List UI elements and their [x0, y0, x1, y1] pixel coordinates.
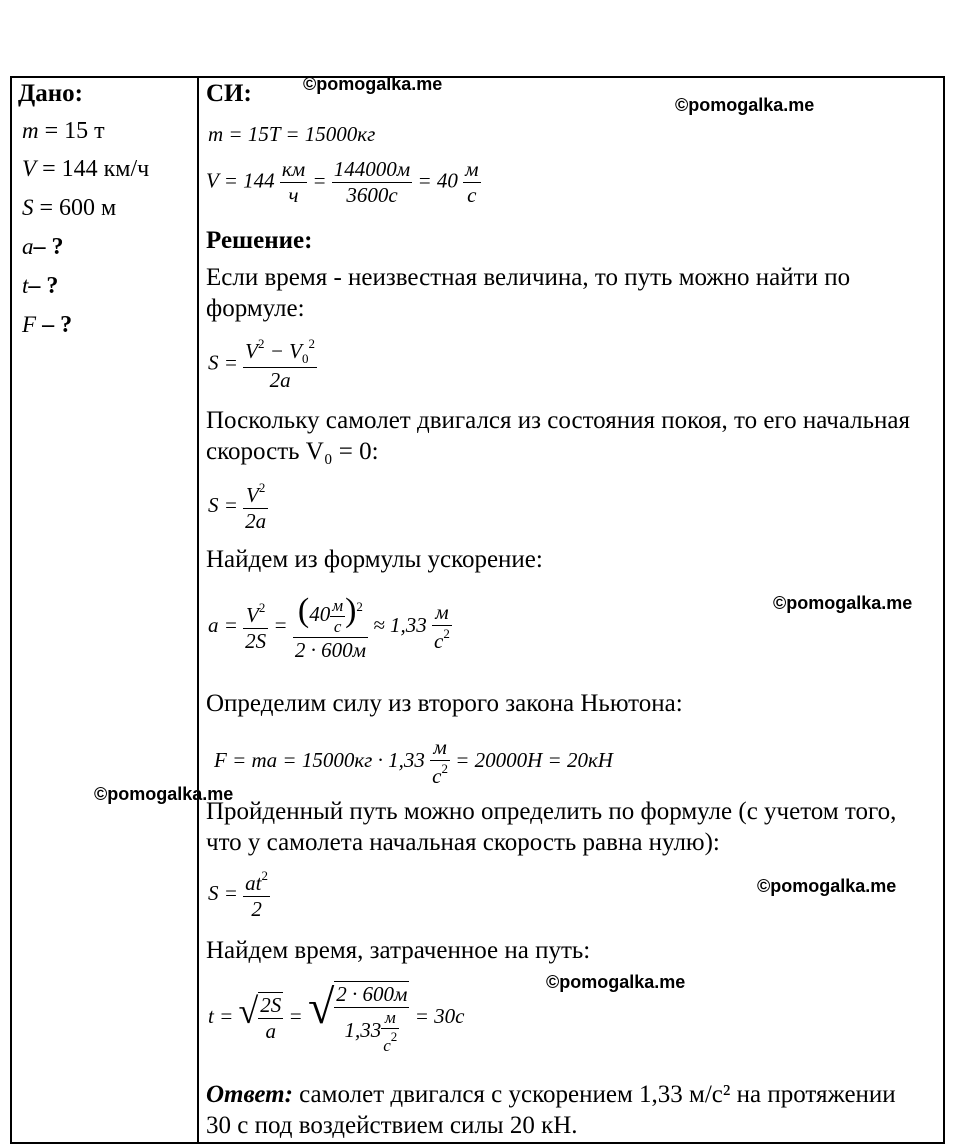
- solution-text-4: Определим силу из второго закона Ньютона:: [206, 690, 683, 717]
- solution-title: Решение:: [206, 227, 313, 254]
- solution-text-6: Найдем время, затраченное на путь:: [206, 937, 591, 964]
- solution-text-5: Пройденный путь можно определить по формуле (с учетом того, что у самолета начальная скорость равна нулю):: [206, 798, 897, 856]
- formula-force: F = ma = 15000кг · 1,33 $\frac{м}{с^2}$ = 20000H = 20кH: [214, 735, 613, 788]
- formula-path-from-rest: S = $\frac{V^2}{2a}$: [208, 480, 267, 533]
- solution-text-2: Поскольку самолет двигался из состояния покоя, то его начальная скорость V₀ = 0:: [206, 407, 911, 465]
- watermark: ©pomogalka.me: [303, 74, 443, 94]
- solution-text-1: Если время - неизвестная величина, то путь можно найти по формуле:: [206, 264, 851, 322]
- given-title: Дано:: [18, 80, 83, 107]
- si-title: СИ:: [206, 80, 252, 107]
- watermark: ©pomogalka.me: [675, 95, 815, 115]
- si-speed-formula: V = 144 $\frac{км}{ч}$ = $\frac{144000м}{3600с}$ = 40 $\frac{м}{с}$: [206, 157, 479, 207]
- watermark: ©pomogalka.me: [94, 784, 234, 804]
- answer: Ответ: самолет двигался с ускорением 1,33 м/с² на протяжении 30 с под воздействием силы 20 кН.: [206, 1081, 896, 1139]
- given-unknown-t: t– ?: [22, 273, 59, 299]
- given-unknown-f: F – ?: [22, 312, 73, 338]
- given-distance: S = 600 м: [22, 195, 117, 221]
- given-speed: V = 144 км/ч: [22, 156, 150, 182]
- formula-acceleration: a = $\frac{V^2}{2S}$ = (40 $\frac{м}{с}$ )$^2$ 2 · 600м ≈ 1,33 $\frac{м}{с^2}$: [208, 592, 450, 662]
- formula-path-time: S = $\frac{at^2}{2}$: [208, 868, 269, 921]
- watermark: ©pomogalka.me: [773, 593, 913, 613]
- given-unknown-a: a– ?: [22, 234, 64, 260]
- solution-text-3: Найдем из формулы ускорение:: [206, 546, 543, 573]
- given-mass: m = 15 т: [22, 118, 105, 144]
- formula-path-general: S = $\frac{V^2 - V_0^2}{2a}$: [208, 336, 315, 393]
- column-divider: [197, 76, 199, 1144]
- formula-time: t = √ $\frac{2S}{a}$ = √ 2 · 600м 1,33 $\frac{м}{с^2}$ = 30с: [208, 981, 465, 1055]
- si-mass-formula: m = 15T = 15000кг: [208, 122, 376, 146]
- watermark: ©pomogalka.me: [546, 972, 686, 992]
- watermark: ©pomogalka.me: [757, 876, 897, 896]
